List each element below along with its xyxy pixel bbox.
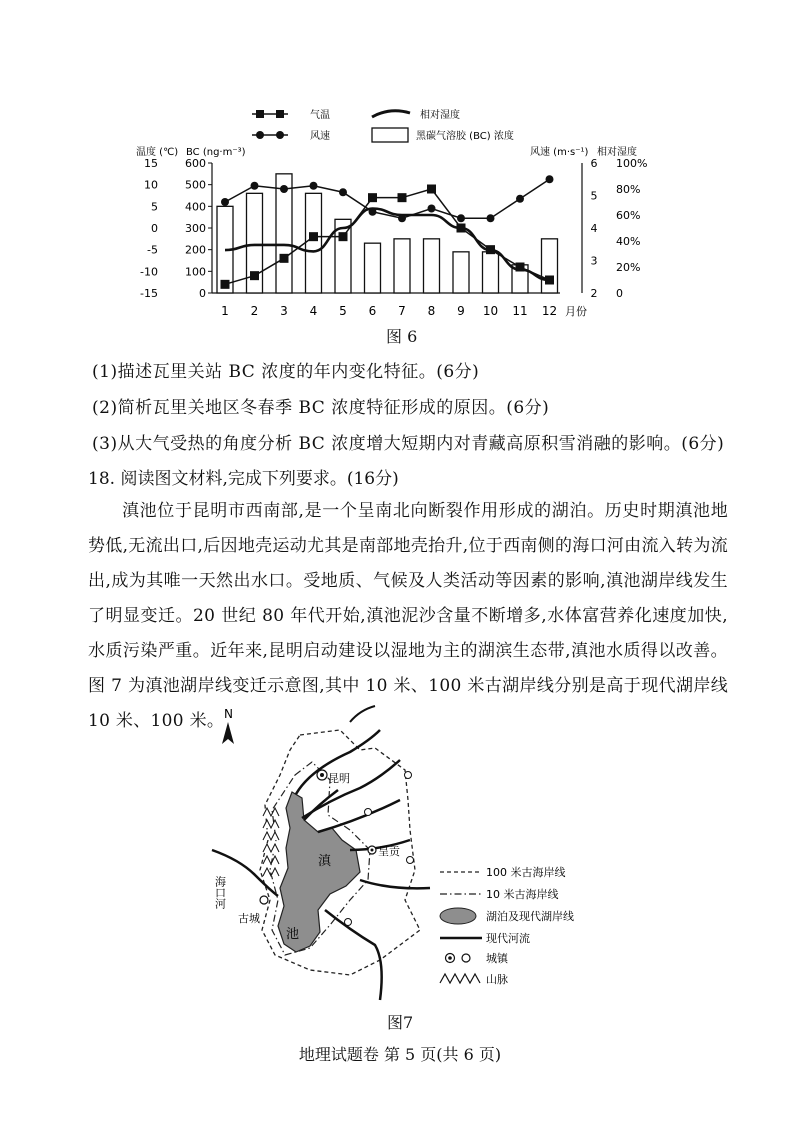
bc-bar-6 xyxy=(365,243,381,293)
temp-axis-tick-label: 5 xyxy=(151,200,158,214)
wind-point-1 xyxy=(221,198,229,206)
temperature-point-5 xyxy=(339,232,348,241)
figure7-caption: 图7 xyxy=(387,1013,414,1032)
bc-axis-tick-label: 400 xyxy=(185,200,206,214)
legend-lake xyxy=(440,908,574,924)
legend-shore10-label: 10 米古海岸线 xyxy=(486,888,559,901)
bc-axis-tick-label: 200 xyxy=(185,243,206,257)
temperature-point-9 xyxy=(457,224,466,233)
temperature-point-6 xyxy=(368,193,377,202)
x-tick-label-11: 11 xyxy=(512,304,528,318)
question-3: (3)从大气受热的角度分析 BC 浓度增大短期内对青藏高原积雪消融的影响。(6分) xyxy=(92,434,725,454)
temperature-point-2 xyxy=(250,271,259,280)
label-kunming: 昆明 xyxy=(328,772,350,785)
temperature-point-3 xyxy=(280,254,289,263)
bc-axis-tick-label: 100 xyxy=(185,265,206,279)
legend-river xyxy=(440,931,530,945)
wind-point-11 xyxy=(516,195,524,203)
x-tick-label-1: 1 xyxy=(221,304,229,318)
bc-bar-9 xyxy=(453,252,469,293)
legend-bc xyxy=(372,128,514,142)
legend-humidity xyxy=(372,108,460,121)
x-tick-label-6: 6 xyxy=(368,304,377,318)
legend-wind xyxy=(252,129,330,142)
bc-axis-tick-label: 300 xyxy=(185,222,206,235)
question-18-paragraph: 滇池位于昆明市西南部,是一个呈南北向断裂作用形成的湖泊。历史时期滇池地势低,无流出口,后因地壳运动尤其是南部地壳抬升,位于西南侧的海口河由流入转为流出,成为其唯一天然出水口。受地质、气候及人类活动等因素的影响,滇池湖岸线发生了明显变迁。20 世纪 80 年代开始,滇池泥沙含量不断增多,水体富营养化速度加快,水质污染严重。近年来,昆明启动建设以湿地为主的湖滨生态带,滇池水质得以改善。图 7 为滇池湖岸线变迁示意图,其中 10 米、100 米古湖岸线分别是高于现代湖岸线 10 米、100 米。 xyxy=(88,501,728,731)
legend-river-label: 现代河流 xyxy=(486,932,530,945)
x-tick-label-12: 12 xyxy=(541,304,558,318)
legend-mountain xyxy=(440,973,508,986)
temperature-point-11 xyxy=(516,263,525,272)
town-chenggong xyxy=(368,845,401,858)
question-1: (1)描述瓦里关站 BC 浓度的年内变化特征。(6分) xyxy=(92,362,480,382)
legend-shore100 xyxy=(440,865,566,879)
bc-axis-tick-label: 600 xyxy=(185,157,206,170)
question-18-heading: 18. 阅读图文材料,完成下列要求。(16分) xyxy=(88,469,399,489)
temp-axis-tick-label: 0 xyxy=(151,222,158,235)
bc-bar-10 xyxy=(483,252,499,293)
axis-title-humidity: 相对湿度 xyxy=(597,147,637,158)
town-gucheng xyxy=(238,896,268,925)
humidity-line xyxy=(225,209,550,281)
town-kunming xyxy=(317,770,350,785)
axis-title-wind: 风速 (m·s⁻¹) xyxy=(530,147,589,158)
humidity-axis-tick-label: 40% xyxy=(616,235,641,248)
humidity-axis-tick-label: 0 xyxy=(616,287,623,300)
label-gucheng: 古城 xyxy=(238,912,260,925)
temp-axis-tick-label: 10 xyxy=(144,178,158,192)
humidity-axis-tick-label: 80% xyxy=(616,183,641,196)
bc-axis-tick-label: 500 xyxy=(185,178,206,192)
legend-temperature xyxy=(252,109,330,121)
wind-point-6 xyxy=(369,208,377,216)
page-footer: 地理试题卷 第 5 页(共 6 页) xyxy=(298,1045,502,1064)
bc-bar-4 xyxy=(306,193,322,293)
temperature-point-10 xyxy=(486,245,495,254)
temperature-line xyxy=(225,189,550,284)
legend-shore10 xyxy=(440,887,559,901)
label-dian: 滇 xyxy=(318,854,332,869)
legend-temperature-label: 气温 xyxy=(310,110,330,121)
wind-point-4 xyxy=(310,182,318,190)
label-chenggong: 呈贡 xyxy=(378,845,400,858)
x-tick-label-9: 9 xyxy=(457,304,465,318)
legend-shore100-label: 100 米古海岸线 xyxy=(486,866,566,879)
wind-axis-tick-label: 6 xyxy=(590,157,598,170)
mountains-icon xyxy=(263,808,279,876)
axis-title-bc: BC (ng·m⁻³) xyxy=(186,147,246,158)
wind-point-3 xyxy=(280,185,288,193)
temperature-point-1 xyxy=(221,280,230,289)
wind-point-2 xyxy=(251,182,259,190)
x-tick-label-10: 10 xyxy=(482,304,499,318)
wind-axis-tick-label: 4 xyxy=(590,222,598,235)
legend-town xyxy=(446,951,509,965)
temperature-point-4 xyxy=(309,232,318,241)
wind-axis-tick-label: 2 xyxy=(590,287,598,300)
wind-axis-tick-label: 5 xyxy=(590,189,598,203)
temperature-point-8 xyxy=(427,185,436,194)
label-haikou-river: 海口河 xyxy=(213,876,227,909)
map-legend xyxy=(440,865,574,986)
temp-axis-tick-label: 15 xyxy=(144,157,158,170)
x-axis-title: 月份 xyxy=(565,305,587,318)
label-chi: 池 xyxy=(286,927,300,942)
legend-mountain-label: 山脉 xyxy=(486,973,508,986)
temp-axis-tick-label: -15 xyxy=(140,287,158,300)
wind-point-10 xyxy=(487,214,495,222)
chart-legend xyxy=(252,108,514,142)
wind-point-9 xyxy=(457,214,465,222)
x-tick-label-2: 2 xyxy=(250,304,259,318)
bc-bar-12 xyxy=(542,239,558,293)
wind-point-12 xyxy=(546,175,554,183)
figure6-caption: 图 6 xyxy=(386,327,418,346)
figure6-chart xyxy=(120,95,648,330)
legend-lake-label: 湖泊及现代湖岸线 xyxy=(486,910,574,923)
x-tick-label-4: 4 xyxy=(309,304,318,318)
x-tick-label-8: 8 xyxy=(427,304,436,318)
wind-point-7 xyxy=(398,214,406,222)
x-tick-label-5: 5 xyxy=(339,304,347,318)
legend-town-label: 城镇 xyxy=(486,952,508,965)
temperature-point-12 xyxy=(545,276,554,285)
humidity-axis-tick-label: 20% xyxy=(616,261,641,274)
legend-humidity-label: 相对湿度 xyxy=(420,110,460,121)
axis-title-temp: 温度 (℃) xyxy=(136,147,179,158)
figure7-map xyxy=(200,700,620,1010)
wind-axis-tick-label: 3 xyxy=(590,254,598,268)
humidity-axis-tick-label: 60% xyxy=(616,209,641,222)
north-label: N xyxy=(224,707,233,721)
humidity-axis-tick-label: 100% xyxy=(616,157,648,170)
legend-wind-label: 风速 xyxy=(310,131,330,142)
x-tick-label-3: 3 xyxy=(280,304,288,318)
temp-axis-tick-label: -5 xyxy=(147,243,158,257)
north-arrow-icon xyxy=(222,707,234,744)
x-tick-label-7: 7 xyxy=(398,304,406,318)
bc-bar-8 xyxy=(424,239,440,293)
wind-point-5 xyxy=(339,188,347,196)
temp-axis-tick-label: -10 xyxy=(140,265,158,279)
bc-axis-tick-label: 0 xyxy=(199,287,206,300)
question-2: (2)简析瓦里关地区冬春季 BC 浓度特征形成的原因。(6分) xyxy=(92,398,550,418)
wind-point-8 xyxy=(428,205,436,213)
bc-bar-7 xyxy=(394,239,410,293)
temperature-point-7 xyxy=(398,193,407,202)
legend-bc-label: 黑碳气溶胶 (BC) 浓度 xyxy=(416,131,514,142)
